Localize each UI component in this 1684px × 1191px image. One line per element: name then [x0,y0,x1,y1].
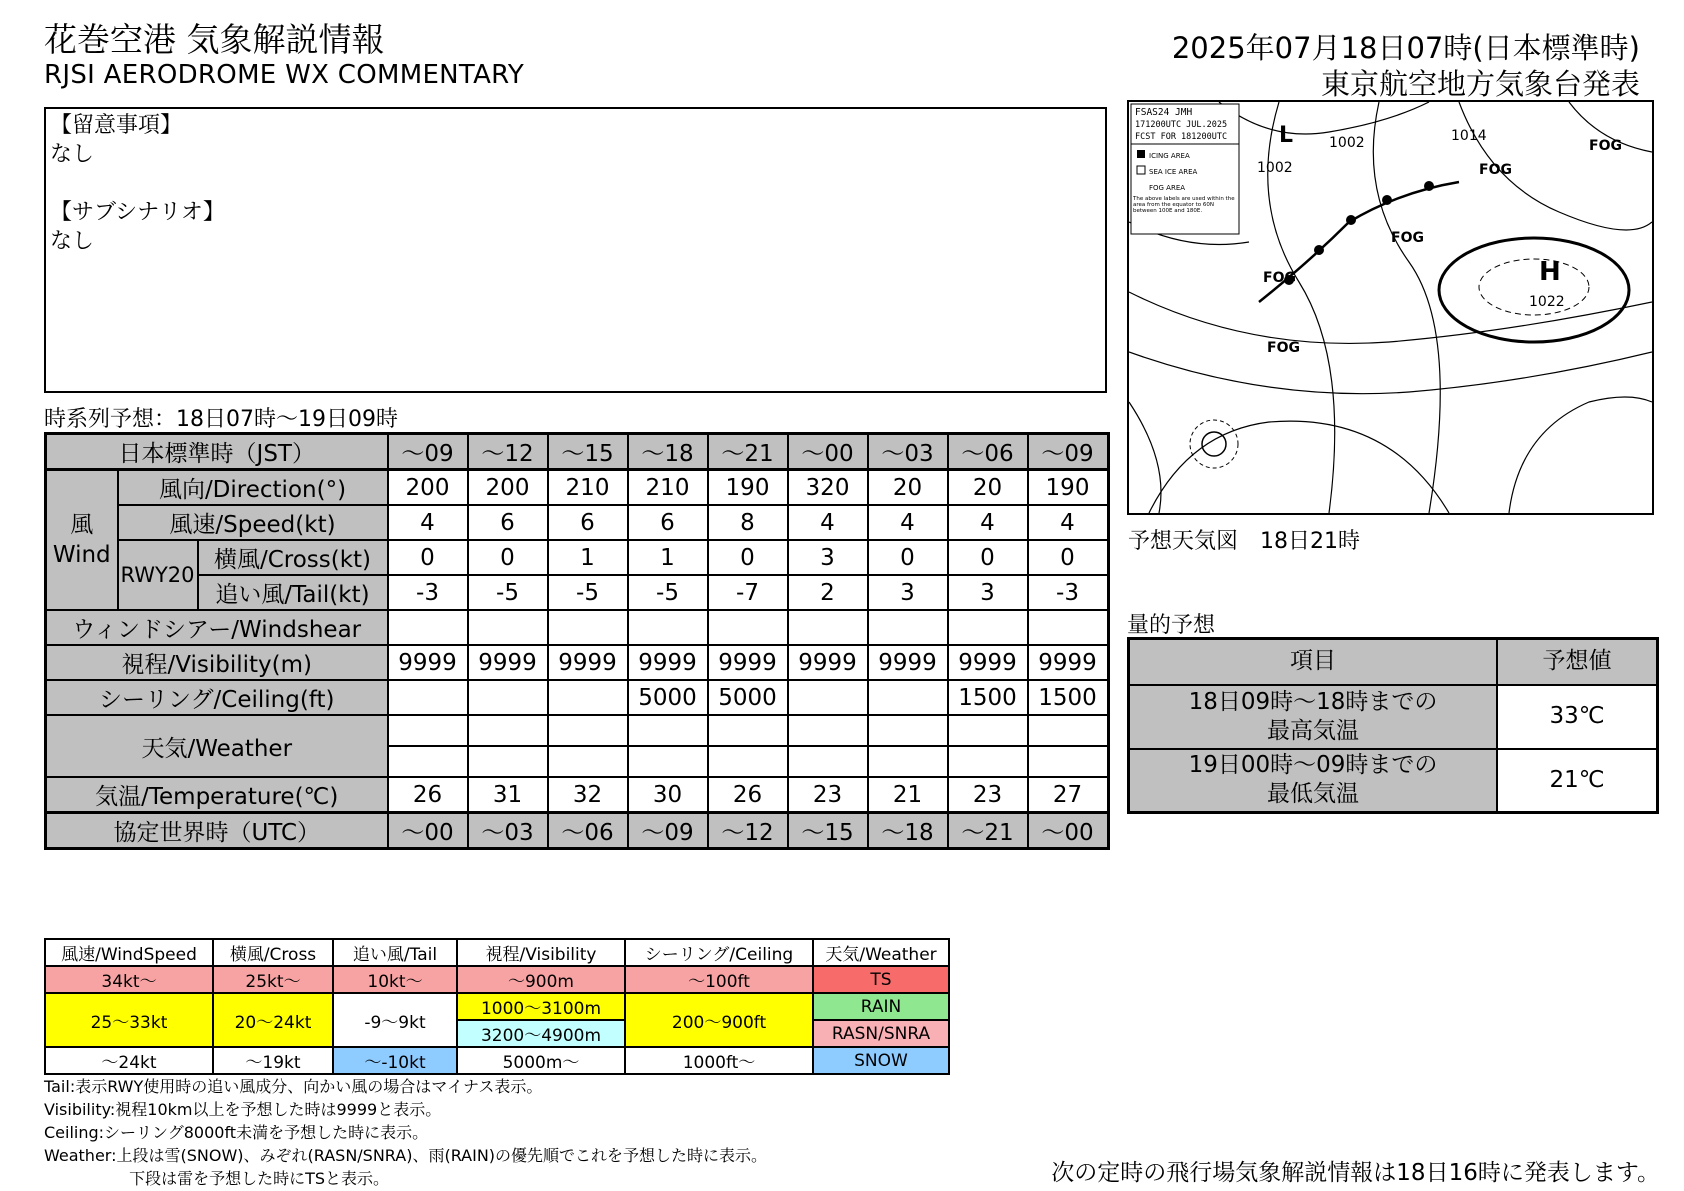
temp-cell: 26 [388,777,468,813]
utc-cell: ～18 [868,813,948,849]
subscenario-heading: 【サブシナリオ】 [50,200,225,225]
max-temp-item [1129,685,1498,749]
speed-row [46,505,1109,540]
windshear-label: ウィンドシアー/Windshear [46,610,388,645]
legend-header: 天気/Weather [813,939,949,966]
issuer: 東京航空地方気象台発表 [1320,67,1640,101]
legend-cell: RASN/SNRA [813,1020,949,1047]
weather-upper-cell [1028,715,1109,746]
legend-header: 横風/Cross [213,939,333,966]
temp-cell: 23 [788,777,868,813]
wind-group-label: 風 Wind [46,470,118,611]
notes-heading: 【留意事項】 [50,113,183,138]
cross-cell: 3 [788,540,868,575]
speed-cell: 4 [788,505,868,540]
jst-label: 日本標準時（JST） [46,434,388,470]
temp-cell: 31 [468,777,548,813]
direction-cell: 190 [1028,470,1109,506]
speed-cell: 6 [548,505,628,540]
visibility-cell: 9999 [948,645,1028,680]
ceiling-cell: 1500 [948,680,1028,715]
next-issue-notice: 次の定時の飛行場気象解説情報は18日16時に発表します。 [1051,1160,1660,1186]
jst-cell: ～18 [628,434,708,470]
low-pressure-label: L [1279,123,1294,148]
legend-cell: 34kt～ [45,966,213,993]
commentary-box [44,107,1107,393]
weather-upper-row [46,715,1109,746]
visibility-row [46,645,1109,680]
item-line: 19日00時～09時までの [1188,752,1438,779]
cross-cell: 0 [948,540,1028,575]
ceiling-cell [468,680,548,715]
subscenario-text: なし [50,229,95,254]
weather-lower-cell [468,746,548,777]
map-legend-fog: FOG AREA [1149,184,1186,192]
windshear-cell [1028,610,1109,645]
temp-cell: 27 [1028,777,1109,813]
weather-upper-cell [468,715,548,746]
fog-label: FOG [1479,162,1512,178]
windshear-cell [708,610,788,645]
utc-cell: ～15 [788,813,868,849]
footnote: 下段は雷を予想した時にTSと表示。 [44,1169,390,1188]
footnote: Tail:表示RWY使用時の追い風成分、向かい風の場合はマイナス表示。 [44,1077,543,1096]
direction-cell: 320 [788,470,868,506]
weather-lower-cell [708,746,788,777]
speed-cell: 4 [1028,505,1109,540]
fog-label: FOG [1391,230,1424,246]
map-header-line: FCST FOR 181200UTC [1135,132,1228,142]
fog-label: FOG [1589,138,1622,154]
legend-cell: 25～33kt [45,993,213,1047]
windshear-cell [788,610,868,645]
legend-cell: 20～24kt [213,993,333,1047]
tail-cell: -5 [468,575,548,610]
temp-cell: 23 [948,777,1028,813]
windshear-cell [628,610,708,645]
ceiling-cell [788,680,868,715]
visibility-cell: 9999 [708,645,788,680]
windshear-cell [548,610,628,645]
legend-cell: 1000～3100m [457,993,625,1020]
issue-time: 2025年07月18日07時(日本標準時) [1171,31,1640,65]
visibility-cell: 9999 [468,645,548,680]
tail-cell: -3 [1028,575,1109,610]
jst-cell: ～00 [788,434,868,470]
item-line: 18日09時～18時までの [1188,688,1438,715]
visibility-cell: 9999 [788,645,868,680]
legend-cell: 25kt～ [213,966,333,993]
cross-cell: 0 [468,540,548,575]
ceiling-cell: 1500 [1028,680,1109,715]
footnote: Weather:上段は雪(SNOW)、みぞれ(RASN/SNRA)、雨(RAIN)の優先順でこれを予想した時に表示。 [44,1146,768,1165]
jst-cell: ～09 [1028,434,1109,470]
map-legend-note: The above labels are used within the area from the equator to 60N between 100E and 180E. [1133,196,1235,214]
page-title: 花巻空港 気象解説情報 [44,20,385,59]
legend-cell: ～24kt [45,1047,213,1074]
legend-cell: SNOW [813,1047,949,1074]
visibility-cell: 9999 [388,645,468,680]
isobar-value: 1014 [1451,128,1487,144]
quantitative-table [1127,637,1659,814]
legend-cell: 1000ft～ [625,1047,813,1074]
utc-row [46,813,1109,849]
temp-label: 気温/Temperature(℃) [46,777,388,813]
direction-row [46,470,1109,506]
windshear-cell [868,610,948,645]
tail-cell: 3 [948,575,1028,610]
col-item-header: 項目 [1129,639,1498,685]
high-pressure-label: H [1539,257,1561,287]
cross-cell: 0 [1028,540,1109,575]
footnote: Ceiling:シーリング8000ft未満を予想した時に表示。 [44,1123,429,1142]
ceiling-cell [868,680,948,715]
map-caption: 予想天気図 18日21時 [1128,529,1360,554]
jst-cell: ～03 [868,434,948,470]
page-subtitle: RJSI AERODROME WX COMMENTARY [44,60,525,90]
windshear-cell [468,610,548,645]
direction-cell: 200 [468,470,548,506]
ceiling-cell [548,680,628,715]
legend-cell: ～-10kt [333,1047,457,1074]
utc-cell: ～21 [948,813,1028,849]
fog-label: FOG [1263,270,1296,286]
direction-cell: 190 [708,470,788,506]
col-value-header: 予想値 [1497,639,1658,685]
jst-cell: ～15 [548,434,628,470]
weather-upper-cell [388,715,468,746]
jst-cell: ～21 [708,434,788,470]
color-legend-table [44,938,950,1075]
utc-cell: ～00 [1028,813,1109,849]
temp-row [46,777,1109,813]
legend-header: 追い風/Tail [333,939,457,966]
fog-label: FOG [1267,340,1300,356]
weather-upper-cell [708,715,788,746]
map-legend-seaice: SEA ICE AREA [1149,168,1198,176]
legend-cell: 200～900ft [625,993,813,1047]
windshear-row [46,610,1109,645]
min-temp-item [1129,749,1498,813]
direction-cell: 200 [388,470,468,506]
visibility-label: 視程/Visibility(m) [46,645,388,680]
forecast-weather-map [1127,100,1654,515]
utc-cell: ～12 [708,813,788,849]
legend-cell: ～900m [457,966,625,993]
legend-cell: ～19kt [213,1047,333,1074]
legend-header: 風速/WindSpeed [45,939,213,966]
notes-text: なし [50,142,95,167]
weather-lower-cell [868,746,948,777]
direction-cell: 20 [948,470,1028,506]
direction-cell: 20 [868,470,948,506]
weather-lower-cell [1028,746,1109,777]
tail-label: 追い風/Tail(kt) [198,575,388,610]
visibility-cell: 9999 [1028,645,1109,680]
map-header-line: 171200UTC JUL.2025 [1135,120,1228,130]
weather-upper-cell [628,715,708,746]
rwy-label: RWY20 [118,540,198,610]
weather-upper-cell [788,715,868,746]
tail-cell: -5 [628,575,708,610]
temp-cell: 26 [708,777,788,813]
ceiling-cell [388,680,468,715]
ceiling-cell: 5000 [708,680,788,715]
speed-cell: 6 [628,505,708,540]
weather-lower-cell [948,746,1028,777]
tail-cell: 2 [788,575,868,610]
direction-cell: 210 [548,470,628,506]
isobar-value: 1002 [1257,160,1293,176]
weather-map-chart [1129,102,1652,513]
jst-cell: ～06 [948,434,1028,470]
weather-label: 天気/Weather [46,715,388,777]
footnote: Visibility:視程10km以上を予想した時は9999と表示。 [44,1100,442,1119]
tail-cell: -7 [708,575,788,610]
windshear-cell [388,610,468,645]
cross-cell: 0 [868,540,948,575]
speed-cell: 4 [948,505,1028,540]
legend-cell: TS [813,966,949,993]
speed-label: 風速/Speed(kt) [118,505,388,540]
cross-cell: 1 [628,540,708,575]
cross-cell: 1 [548,540,628,575]
legend-cell: 5000m～ [457,1047,625,1074]
cross-label: 横風/Cross(kt) [198,540,388,575]
weather-upper-cell [548,715,628,746]
ceiling-row [46,680,1109,715]
legend-cell: 3200～4900m [457,1020,625,1047]
visibility-cell: 9999 [628,645,708,680]
direction-label: 風向/Direction(°) [118,470,388,506]
quantitative-caption: 量的予想 [1127,613,1216,638]
low-pressure-value: 1002 [1329,135,1365,151]
weather-upper-cell [868,715,948,746]
legend-cell: RAIN [813,993,949,1020]
direction-cell: 210 [628,470,708,506]
item-line: 最低気温 [1267,781,1359,808]
ceiling-cell: 5000 [628,680,708,715]
weather-upper-cell [948,715,1028,746]
speed-cell: 4 [388,505,468,540]
weather-lower-cell [628,746,708,777]
legend-cell: -9～9kt [333,993,457,1047]
timeseries-table [44,432,1110,850]
jst-cell: ～09 [388,434,468,470]
visibility-cell: 9999 [868,645,948,680]
utc-cell: ～06 [548,813,628,849]
utc-cell: ～00 [388,813,468,849]
tail-cell: -5 [548,575,628,610]
weather-lower-cell [788,746,868,777]
speed-cell: 8 [708,505,788,540]
high-pressure-value: 1022 [1529,294,1565,310]
visibility-cell: 9999 [548,645,628,680]
utc-cell: ～03 [468,813,548,849]
legend-header: 視程/Visibility [457,939,625,966]
temp-cell: 21 [868,777,948,813]
timeseries-caption: 時系列予想：18日07時～19日09時 [44,407,398,432]
legend-header: シーリング/Ceiling [625,939,813,966]
tail-cell: 3 [868,575,948,610]
cross-cell: 0 [708,540,788,575]
legend-cell: ～100ft [625,966,813,993]
cross-row [46,540,1109,575]
max-temp-value: 33℃ [1497,685,1658,749]
item-line: 最高気温 [1267,717,1359,744]
map-header-line: FSAS24 JMH [1135,107,1193,118]
map-legend-icing: ICING AREA [1149,152,1190,160]
speed-cell: 6 [468,505,548,540]
min-temp-value: 21℃ [1497,749,1658,813]
temp-cell: 32 [548,777,628,813]
ceiling-label: シーリング/Ceiling(ft) [46,680,388,715]
legend-cell: 10kt～ [333,966,457,993]
jst-row [46,434,1109,470]
weather-lower-cell [388,746,468,777]
footnotes [44,1075,767,1190]
tail-row [46,575,1109,610]
jst-cell: ～12 [468,434,548,470]
cross-cell: 0 [388,540,468,575]
windshear-cell [948,610,1028,645]
utc-label: 協定世界時（UTC） [46,813,388,849]
utc-cell: ～09 [628,813,708,849]
speed-cell: 4 [868,505,948,540]
temp-cell: 30 [628,777,708,813]
tail-cell: -3 [388,575,468,610]
weather-lower-cell [548,746,628,777]
